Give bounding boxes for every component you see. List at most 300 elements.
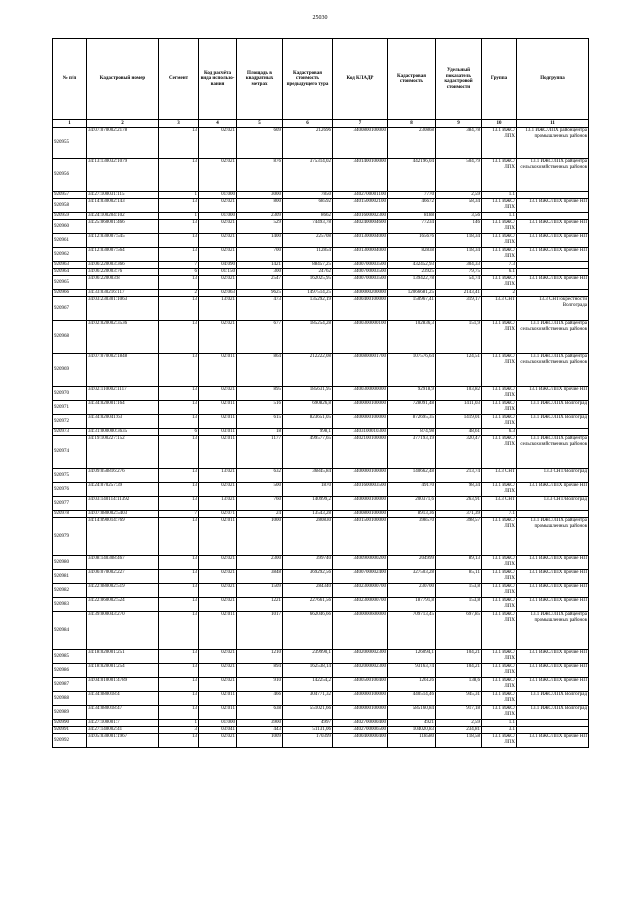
- cadastral-cost-cell: 377193,19: [388, 436, 436, 469]
- usage-code-cell: 02:011: [199, 692, 237, 706]
- usage-code-cell: 02:021: [199, 321, 237, 354]
- previous-cost-cell: 212696: [283, 128, 333, 159]
- specific-cost-cell: 2143,41: [436, 290, 482, 297]
- subgroup-cell: 13.1 ИЖС/ЛПХ райцентра промышленных районов: [517, 612, 589, 650]
- kladr-code-cell: 3400000100000: [333, 497, 388, 511]
- subgroup-cell: 13.1 ИЖС/ЛПХ райцентра сельскохозяйственных районов: [517, 354, 589, 387]
- group-cell: 13.1 ИЖС/ЛПХ: [482, 650, 517, 664]
- usage-code-cell: 01:000: [199, 720, 237, 727]
- kladr-code-cell: 3401500100000: [333, 518, 388, 556]
- table-row: [53, 297, 589, 321]
- table-row: [53, 354, 589, 387]
- row-number-cell: 920957: [53, 192, 87, 199]
- table-row: [53, 269, 589, 276]
- usage-code-cell: 02:071: [199, 511, 237, 518]
- segment-cell: 13: [159, 354, 199, 387]
- kladr-code-cell: 3400300000000: [333, 387, 388, 401]
- usage-code-cell: 13:021: [199, 469, 237, 483]
- previous-cost-cell: 499577,65: [283, 436, 333, 469]
- kladr-code-cell: 3401500002100: [333, 199, 388, 213]
- kladr-code-cell: 3402300000700: [333, 598, 388, 612]
- column-number: 5: [237, 120, 283, 128]
- group-cell: 13.1 ИЖС/ЛПХ: [482, 664, 517, 678]
- segment-cell: 3: [159, 727, 199, 734]
- previous-cost-cell: 551021,66: [283, 706, 333, 720]
- table-row: [53, 678, 589, 692]
- column-number: 9: [436, 120, 482, 128]
- table-row: [53, 321, 589, 354]
- subgroup-cell: 13.1 ИЖС/ЛПХ прочие НП: [517, 234, 589, 248]
- cadastral-number-cell: 34:19:100227:152: [87, 436, 159, 469]
- previous-cost-cell: 185254,28: [283, 321, 333, 354]
- usage-code-cell: 02:011: [199, 612, 237, 650]
- cadastral-cost-cell: 77234: [388, 220, 436, 234]
- specific-cost-cell: 213,74: [436, 469, 482, 483]
- specific-cost-cell: 304,33: [436, 262, 482, 269]
- subgroup-cell: [517, 429, 589, 436]
- column-number: 7: [333, 120, 388, 128]
- area-cell: 615: [237, 415, 283, 429]
- row-number-cell: 920959: [53, 213, 87, 220]
- specific-cost-cell: 146: [436, 220, 482, 234]
- specific-cost-cell: 151,9: [436, 321, 482, 354]
- subgroup-cell: 13.1 ИЖС/ЛПХ прочие НП: [517, 248, 589, 262]
- cadastral-number-cell: 34:14:090014:769: [87, 518, 159, 556]
- usage-code-cell: 02:021: [199, 220, 237, 234]
- segment-cell: 13: [159, 321, 199, 354]
- group-cell: 13.1 ИЖС/ЛПХ: [482, 276, 517, 290]
- segment-cell: 13: [159, 570, 199, 584]
- cadastral-cost-cell: 107576,64: [388, 354, 436, 387]
- area-cell: 1017: [237, 612, 283, 650]
- cadastral-cost-cell: 140662,48: [388, 469, 436, 483]
- subgroup-cell: 13.1 ИЖС/ЛПХ прочие НП: [517, 650, 589, 664]
- area-cell: 632: [237, 469, 283, 483]
- segment-cell: 13: [159, 401, 199, 415]
- table-row: [53, 518, 589, 556]
- kladr-code-cell: 3400900000200: [333, 556, 388, 570]
- subgroup-cell: 13.1 ИЖС/ЛПХ прочие НП: [517, 734, 589, 748]
- segment-cell: 6: [159, 429, 199, 436]
- row-number-cell: 920964: [53, 269, 87, 276]
- area-cell: 2309: [237, 213, 283, 220]
- group-cell: 13.1 ИЖС/ЛПХ: [482, 692, 517, 706]
- row-number-cell: 920979: [53, 518, 87, 556]
- area-cell: 1400: [237, 234, 283, 248]
- previous-cost-cell: 280830: [283, 518, 333, 556]
- subgroup-cell: 13.3 СНТ/Волгоград: [517, 497, 589, 511]
- usage-code-cell: 02:021: [199, 128, 237, 159]
- row-number-cell: 920969: [53, 354, 87, 387]
- cadastral-cost-cell: 8913,36: [388, 511, 436, 518]
- column-number: 2: [87, 120, 159, 128]
- cadastral-cost-cell: 104020,83: [388, 727, 436, 734]
- area-cell: 894: [237, 664, 283, 678]
- segment-cell: 13: [159, 128, 199, 159]
- cadastral-number-cell: 34:27:100031:115: [87, 192, 159, 199]
- group-cell: 13.1 ИЖС/ЛПХ: [482, 415, 517, 429]
- area-cell: 1509: [237, 584, 283, 598]
- area-cell: 18: [237, 429, 283, 436]
- row-number-cell: 920990: [53, 720, 87, 727]
- kladr-code-cell: 3402700001100: [333, 192, 388, 199]
- kladr-code-cell: 3402100100000: [333, 436, 388, 469]
- table-row: [53, 570, 589, 584]
- usage-code-cell: 02:021: [199, 678, 237, 692]
- cadastral-cost-cell: 150967,41: [388, 297, 436, 321]
- subgroup-cell: 13.1 ИЖС/ЛПХ прочие НП: [517, 199, 589, 213]
- kladr-code-cell: 3400800100000: [333, 511, 388, 518]
- usage-code-cell: 02:011: [199, 706, 237, 720]
- cadastral-number-cell: 34:06:070002:227: [87, 570, 159, 584]
- table-row: [53, 415, 589, 429]
- cadastral-cost-cell: 728091,48: [388, 401, 436, 415]
- cadastral-number-cell: 34:06:220003:8: [87, 276, 159, 290]
- cadastral-number-cell: 34:34:080018:47: [87, 706, 159, 720]
- table-row: [53, 128, 589, 159]
- usage-code-cell: 02:011: [199, 354, 237, 387]
- specific-cost-cell: 153,8: [436, 598, 482, 612]
- cadastral-cost-cell: 82838: [388, 248, 436, 262]
- kladr-code-cell: 3402300000700: [333, 584, 388, 598]
- table-row: [53, 692, 589, 706]
- cadastral-number-cell: 34:39:000043:270: [87, 612, 159, 650]
- subgroup-cell: 13.3 СНТ/Волгоград: [517, 469, 589, 483]
- row-number-cell: 920980: [53, 556, 87, 570]
- subgroup-cell: 13.1 ИЖС/ЛПХ районцентра промышленных районов: [517, 128, 589, 159]
- area-cell: 466: [237, 692, 283, 706]
- previous-cost-cell: 142254,2: [283, 678, 333, 692]
- usage-code-cell: 02:021: [199, 570, 237, 584]
- group-cell: 13.3 СНТ: [482, 469, 517, 483]
- row-number-cell: 920960: [53, 220, 87, 234]
- group-cell: 13.1 ИЖС/ЛПХ: [482, 598, 517, 612]
- area-cell: 638: [237, 706, 283, 720]
- cadastral-number-cell: 34:18:020001:251: [87, 650, 159, 664]
- group-cell: 3.1: [482, 727, 517, 734]
- header-cell: Код КЛАДР: [333, 39, 388, 120]
- row-number-cell: 920962: [53, 248, 87, 262]
- table-row: [53, 734, 589, 748]
- cadastral-cost-cell: 126094,1: [388, 650, 436, 664]
- kladr-code-cell: 3400400000400: [333, 734, 388, 748]
- group-cell: 13.1 ИЖС/ЛПХ: [482, 584, 517, 598]
- segment-cell: 13: [159, 734, 199, 748]
- header-cell: Площадь в квадратных метрах: [237, 39, 283, 120]
- segment-cell: 13: [159, 584, 199, 598]
- kladr-code-cell: 3400000100000: [333, 415, 388, 429]
- subgroup-cell: 13.1 ИЖС/ЛПХ прочие НП: [517, 678, 589, 692]
- row-number-cell: 920961: [53, 234, 87, 248]
- usage-code-cell: 02:021: [199, 584, 237, 598]
- previous-cost-cell: 823651,05: [283, 415, 333, 429]
- row-number-cell: 920982: [53, 584, 87, 598]
- cadastral-number-cell: 34:07:070002:2178: [87, 128, 159, 159]
- table-row: [53, 262, 589, 269]
- area-cell: 2300: [237, 556, 283, 570]
- usage-code-cell: 02:021: [199, 387, 237, 401]
- cadastral-number-cell: 34:34:020041:63: [87, 415, 159, 429]
- kladr-code-cell: 3400400100000: [333, 297, 388, 321]
- table-row: [53, 248, 589, 262]
- segment-cell: 13: [159, 220, 199, 234]
- table-row: [53, 401, 589, 415]
- cadastral-cost-cell: 165676: [388, 234, 436, 248]
- table-row: [53, 720, 589, 727]
- area-cell: 876: [237, 159, 283, 192]
- table-row: [53, 276, 589, 290]
- cadastral-number-cell: 34:18:020001:254: [87, 664, 159, 678]
- row-number-cell: 920988: [53, 692, 87, 706]
- subgroup-cell: 13.1 ИЖС/ЛПХ прочие НП: [517, 598, 589, 612]
- cadastral-cost-cell: 230868: [388, 128, 436, 159]
- table-row: [53, 234, 589, 248]
- area-cell: 9625: [237, 290, 283, 297]
- group-cell: 13.1 ИЖС/ЛПХ: [482, 128, 517, 159]
- specific-cost-cell: 945,31: [436, 692, 482, 706]
- group-cell: 13.1 ИЖС/ЛПХ: [482, 199, 517, 213]
- area-cell: 1421: [237, 262, 283, 269]
- segment-cell: 13: [159, 678, 199, 692]
- group-cell: 6.1: [482, 269, 517, 276]
- previous-cost-cell: 8662: [283, 213, 333, 220]
- cadastral-cost-cell: 200371,6: [388, 497, 436, 511]
- cadastral-number-cell: 34:27:140002:41: [87, 727, 159, 734]
- specific-cost-cell: 89,13: [436, 556, 482, 570]
- kladr-code-cell: 3401400100000: [333, 159, 388, 192]
- subgroup-cell: 13.1 ИЖС/ЛПХ райцентра сельскохозяйственных районов: [517, 321, 589, 354]
- table-row: [53, 192, 589, 199]
- specific-cost-cell: 153,8: [436, 584, 482, 598]
- usage-code-cell: 03:041: [199, 727, 237, 734]
- kladr-code-cell: 3403100010300: [333, 429, 388, 436]
- segment-cell: 13: [159, 248, 199, 262]
- area-cell: 473: [237, 297, 283, 321]
- usage-code-cell: 01:000: [199, 192, 237, 199]
- table-row: [53, 199, 589, 213]
- cadastral-cost-cell: 872695,35: [388, 415, 436, 429]
- segment-cell: 13: [159, 159, 199, 192]
- segment-cell: 13: [159, 276, 199, 290]
- previous-cost-cell: 185631,95: [283, 387, 333, 401]
- usage-code-cell: 02:021: [199, 276, 237, 290]
- group-cell: 13.1 ИЖС/ЛПХ: [482, 556, 517, 570]
- column-number: 10: [482, 120, 517, 128]
- kladr-code-cell: 3400000100000: [333, 469, 388, 483]
- segment-cell: 13: [159, 483, 199, 497]
- row-number-cell: 920967: [53, 297, 87, 321]
- group-cell: 2: [482, 290, 517, 297]
- column-number: 11: [517, 120, 589, 128]
- previous-cost-cell: 162025,95: [283, 276, 333, 290]
- cadastral-number-cell: 34:24:100204:102: [87, 213, 159, 220]
- specific-cost-cell: 118,58: [436, 734, 482, 748]
- row-number-cell: 920974: [53, 436, 87, 469]
- table-row: [53, 650, 589, 664]
- specific-cost-cell: 371,39: [436, 511, 482, 518]
- column-number-row: [53, 120, 589, 128]
- kladr-code-cell: 3402700006500: [333, 727, 388, 734]
- subgroup-cell: 13.1 ИЖС/ЛПХ Волгоград: [517, 692, 589, 706]
- area-cell: 1000: [237, 518, 283, 556]
- column-number: 3: [159, 120, 199, 128]
- table-row: [53, 706, 589, 720]
- usage-code-cell: 02:021: [199, 650, 237, 664]
- specific-cost-cell: 2,59: [436, 192, 482, 199]
- kladr-code-cell: 3402000002300: [333, 650, 388, 664]
- cadastral-table: [52, 38, 589, 748]
- cadastral-cost-cell: 327503,28: [388, 570, 436, 584]
- kladr-code-cell: 3400700002400: [333, 570, 388, 584]
- usage-code-cell: 02:021: [199, 483, 237, 497]
- header-cell: Удельный показатель кадастровой стоимости: [436, 39, 482, 120]
- subgroup-cell: 13.1 ИЖС/ЛПХ прочие НП: [517, 387, 589, 401]
- header-cell: Кадастровая стоимость предыдущего тура: [283, 39, 333, 120]
- usage-code-cell: 02:021: [199, 248, 237, 262]
- cadastral-number-cell: 34:09:050816:276: [87, 469, 159, 483]
- previous-cost-cell: 1497514,25: [283, 290, 333, 297]
- header-cell: Код расчёта вида использо-вания: [199, 39, 237, 120]
- area-cell: 529: [237, 220, 283, 234]
- previous-cost-cell: 284340: [283, 584, 333, 598]
- kladr-code-cell: 3400300000100: [333, 321, 388, 354]
- subgroup-cell: [517, 213, 589, 220]
- previous-cost-cell: 36845,84: [283, 469, 333, 483]
- table-row: [53, 664, 589, 678]
- previous-cost-cell: 304771,32: [283, 692, 333, 706]
- cadastral-cost-cell: 23925: [388, 269, 436, 276]
- specific-cost-cell: 85,11: [436, 570, 482, 584]
- segment-cell: 13: [159, 469, 199, 483]
- table-row: [53, 584, 589, 598]
- area-cell: 516: [237, 401, 283, 415]
- cadastral-cost-cell: 440514,46: [388, 692, 436, 706]
- group-cell: 13.1 ИЖС/ЛПХ: [482, 436, 517, 469]
- row-number-cell: 920976: [53, 483, 87, 497]
- kladr-code-cell: 3400800001700: [333, 354, 388, 387]
- usage-code-cell: 02:063: [199, 290, 237, 297]
- subgroup-cell: 13.1 ИЖС/ЛПХ райцентра промышленных районов: [517, 518, 589, 556]
- row-number-cell: 920984: [53, 612, 87, 650]
- area-cell: 3000: [237, 192, 283, 199]
- specific-cost-cell: 917,18: [436, 706, 482, 720]
- group-cell: 13.1 ИЖС/ЛПХ: [482, 483, 517, 497]
- cadastral-number-cell: 34:31:000000:3635: [87, 429, 159, 436]
- specific-cost-cell: 124,51: [436, 354, 482, 387]
- kladr-code-cell: 3400800100000: [333, 128, 388, 159]
- previous-cost-cell: 369292,56: [283, 570, 333, 584]
- specific-cost-cell: 48,61: [436, 429, 482, 436]
- cadastral-cost-cell: 93163,74: [388, 664, 436, 678]
- previous-cost-cell: 135292,19: [283, 297, 333, 321]
- previous-cost-cell: 24762: [283, 269, 333, 276]
- table-row: [53, 497, 589, 511]
- subgroup-cell: [517, 269, 589, 276]
- previous-cost-cell: 88457,25: [283, 262, 333, 269]
- cadastral-number-cell: 34:12:030007:545: [87, 234, 159, 248]
- row-number-cell: 920968: [53, 321, 87, 354]
- cadastral-number-cell: 34:03:140114:11392: [87, 497, 159, 511]
- segment-cell: 13: [159, 436, 199, 469]
- specific-cost-cell: 1411,03: [436, 401, 482, 415]
- kladr-code-cell: 3400000100000: [333, 692, 388, 706]
- specific-cost-cell: 319,17: [436, 297, 482, 321]
- previous-cost-cell: 998,1: [283, 429, 333, 436]
- segment-cell: 13: [159, 297, 199, 321]
- table-row: [53, 469, 589, 483]
- area-cell: 910: [237, 678, 283, 692]
- previous-cost-cell: 112854: [283, 248, 333, 262]
- row-number-cell: 920983: [53, 598, 87, 612]
- group-cell: 13.1 ИЖС/ЛПХ: [482, 234, 517, 248]
- subgroup-cell: 13.1 ИЖС/ЛПХ прочие НП: [517, 570, 589, 584]
- usage-code-cell: 02:021: [199, 598, 237, 612]
- row-number-cell: 920981: [53, 570, 87, 584]
- header-cell: Кадастровая стоимость: [388, 39, 436, 120]
- specific-cost-cell: 118,34: [436, 248, 482, 262]
- cadastral-number-cell: 34:14:030002:143: [87, 199, 159, 213]
- page-number: 25030: [312, 15, 328, 21]
- specific-cost-cell: 2,59: [436, 720, 482, 727]
- subgroup-cell: [517, 262, 589, 269]
- specific-cost-cell: 3,56: [436, 213, 482, 220]
- specific-cost-cell: 54,74: [436, 276, 482, 290]
- cadastral-cost-cell: 12066681,25: [388, 290, 436, 297]
- usage-code-cell: 13:021: [199, 497, 237, 511]
- subgroup-cell: 13.1 ИЖС/ЛПХ прочие НП: [517, 556, 589, 570]
- area-cell: 1210: [237, 650, 283, 664]
- usage-code-cell: 02:011: [199, 401, 237, 415]
- group-cell: 13.1 ИЖС/ЛПХ: [482, 570, 517, 584]
- group-cell: 13.1 ИЖС/ЛПХ: [482, 321, 517, 354]
- usage-code-cell: 02:011: [199, 436, 237, 469]
- cadastral-cost-cell: 92918,9: [388, 387, 436, 401]
- previous-cost-cell: 4997: [283, 720, 333, 727]
- previous-cost-cell: 212222,08: [283, 354, 333, 387]
- cadastral-cost-cell: 874,98: [388, 429, 436, 436]
- cadastral-number-cell: 34:02:110002:1117: [87, 387, 159, 401]
- specific-cost-cell: 320,47: [436, 436, 482, 469]
- usage-code-cell: 03:011: [199, 429, 237, 436]
- segment-cell: 13: [159, 612, 199, 650]
- cadastral-number-cell: 34:13:130032:1079: [87, 159, 159, 192]
- cadastral-cost-cell: 709713,45: [388, 612, 436, 650]
- usage-code-cell: 02:021: [199, 556, 237, 570]
- segment-cell: 1: [159, 213, 199, 220]
- subgroup-cell: [517, 290, 589, 297]
- table-body: [53, 128, 589, 748]
- area-cell: 500: [237, 483, 283, 497]
- subgroup-cell: [517, 727, 589, 734]
- area-cell: 677: [237, 321, 283, 354]
- row-number-cell: 920958: [53, 199, 87, 213]
- segment-cell: 13: [159, 692, 199, 706]
- row-number-cell: 920973: [53, 429, 87, 436]
- cadastral-cost-cell: 230700: [388, 584, 436, 598]
- subgroup-cell: 13.1 ИЖС/ЛПХ райцентра сельскохозяйственных районов: [517, 159, 589, 192]
- previous-cost-cell: 170399: [283, 734, 333, 748]
- segment-cell: 7: [159, 262, 199, 269]
- cadastral-number-cell: 34:04:010001:4789: [87, 678, 159, 692]
- cadastral-number-cell: 34:24:070257:39: [87, 483, 159, 497]
- subgroup-cell: [517, 511, 589, 518]
- table-row: [53, 429, 589, 436]
- table-row: [53, 436, 589, 469]
- previous-cost-cell: 239990,1: [283, 650, 333, 664]
- cadastral-cost-cell: 8188: [388, 213, 436, 220]
- cadastral-cost-cell: 442196,04: [388, 159, 436, 192]
- specific-cost-cell: 79,75: [436, 269, 482, 276]
